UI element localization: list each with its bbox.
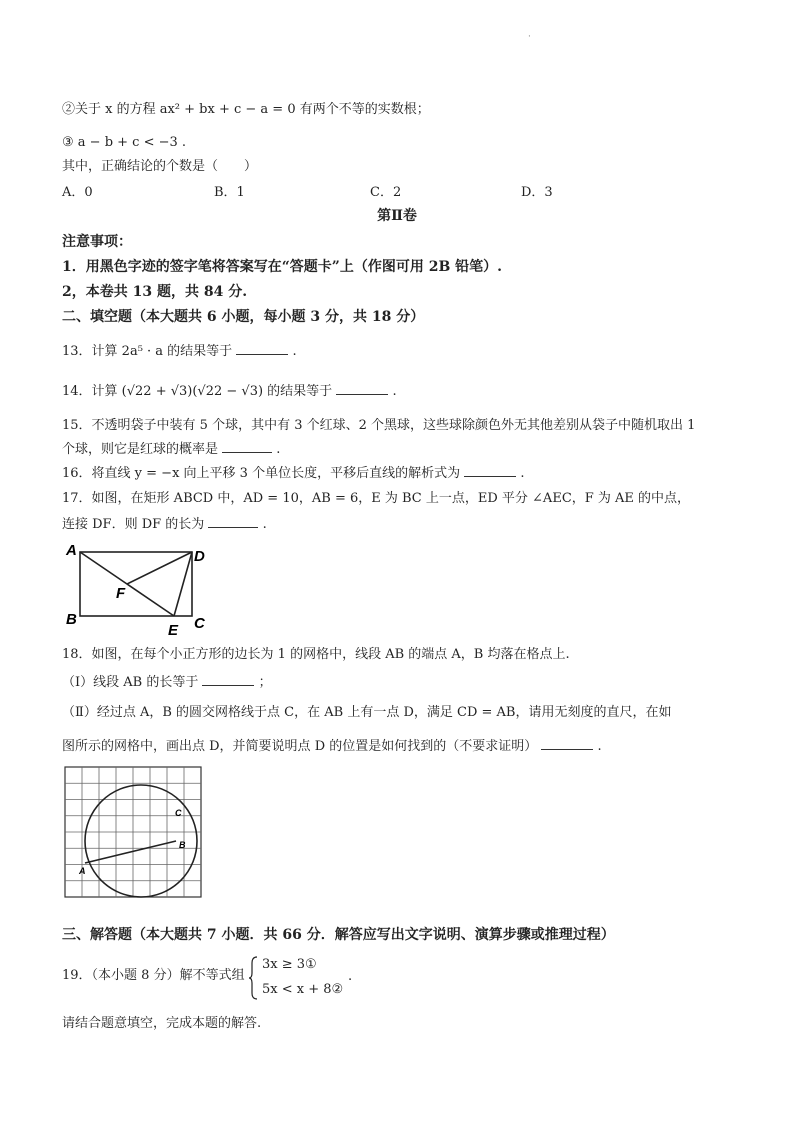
q18-part-2-text: （Ⅱ）经过点 A，B 的圆交网格线于点 C，在 AB 上有一点 D，满足 CD = AB，请用无刻度的直尺，在如 (62, 705, 672, 720)
q17-end: . (262, 517, 267, 532)
statement-3: ③ a − b + c < −3 . (62, 135, 187, 150)
q14 (62, 382, 397, 401)
label-a: A (79, 866, 86, 876)
q18-part-2-blank[interactable] (541, 737, 593, 750)
option-d: D．3 (521, 185, 553, 200)
q18-part-1-text: （Ⅰ）线段 AB 的长等于 (62, 675, 199, 690)
segment-df (127, 552, 192, 584)
q18-part-1-blank[interactable] (202, 673, 254, 686)
section-title: 第Ⅱ卷 (377, 208, 417, 224)
q17-line-2 (62, 515, 267, 534)
label-a: A (66, 542, 77, 559)
q16 (62, 464, 525, 483)
label-f: F (116, 585, 126, 602)
label-b: B (179, 840, 186, 850)
q16-answer-blank[interactable] (464, 464, 516, 477)
rectangle-abcd (80, 552, 192, 616)
q18-part-1 (62, 673, 272, 692)
q19-prefix: 19．（本小题 8 分）解不等式组 (62, 968, 245, 983)
q14-answer-blank[interactable] (336, 382, 388, 395)
q15-line-2 (62, 440, 280, 459)
statement-2: ②关于 x 的方程 ax² + bx + c − a = 0 有两个不等的实数根； (62, 102, 430, 117)
segment-ed (174, 552, 192, 616)
q18-part-2-line-2 (62, 737, 602, 756)
q18-part-1-end: ； (258, 675, 272, 690)
q19-instruction: 请结合题意填空，完成本题的解答. (62, 1016, 262, 1031)
label-e: E (168, 622, 179, 639)
q13 (62, 342, 297, 361)
q18-part-2-text-2: 图所示的网格中，画出点 D，并简要说明点 D 的位置是如何找到的（不要求证明） (62, 739, 538, 754)
note-1: 1．用黑色字迹的签字笔将答案写在“答题卡”上（作图可用 2B 铅笔）. (62, 259, 503, 275)
q18-line-1: 18．如图，在每个小正方形的边长为 1 的网格中，线段 AB 的端点 A，B 均落在格点上. (62, 647, 570, 662)
q15-line-1: 15．不透明袋子中装有 5 个球，其中有 3 个红球、2 个黑球，这些球除颜色外无其他差别从袋子中随机取出 1 (62, 418, 696, 433)
part-2-heading: 二、填空题（本大题共 6 小题，每小题 3 分，共 18 分） (62, 309, 425, 325)
option-b: B．1 (214, 185, 245, 200)
label-d: D (194, 548, 205, 565)
label-c: C (194, 615, 205, 632)
q15-end: . (276, 442, 281, 457)
q16-end: . (520, 466, 525, 481)
q17-answer-blank[interactable] (208, 515, 258, 528)
q19-end: . (348, 969, 353, 984)
part-3-heading: 三、解答题（本大题共 7 小题．共 66 分．解答应写出文字说明、演算步骤或推理过程） (62, 927, 615, 943)
label-b: B (66, 611, 77, 628)
q18-part-2-line-1 (62, 704, 671, 722)
notes-heading: 注意事项： (62, 234, 132, 250)
q13-answer-blank[interactable] (236, 342, 288, 355)
q16-text: 16．将直线 y = −x 向上平移 3 个单位长度，平移后直线的解析式为 (62, 466, 461, 481)
q13-end: . (292, 344, 297, 359)
grid-circle-figure (64, 766, 204, 900)
question-stem: 其中，正确结论的个数是（ ） (62, 159, 258, 174)
note-2: 2，本卷共 13 题，共 84 分. (62, 284, 248, 300)
q17-line-1: 17．如图，在矩形 ABCD 中，AD = 10，AB = 6，E 为 BC 上一点，ED 平分 ∠AEC，F 为 AE 的中点， (62, 491, 691, 506)
q14-end: . (392, 384, 397, 399)
q14-text: 14．计算 (√22 + √3)(√22 − √3) 的结果等于 (62, 384, 333, 399)
page-mark: · (528, 32, 531, 42)
q15-text: 个球，则它是红球的概率是 (62, 442, 219, 457)
label-c: C (175, 808, 182, 818)
q17-text: 连接 DF．则 DF 的长为 (62, 517, 205, 532)
q18-part-2-end: . (597, 739, 602, 754)
q15-answer-blank[interactable] (222, 440, 272, 453)
rectangle-figure (60, 542, 220, 642)
inequality-1: 3x ≥ 3① (262, 957, 317, 972)
option-a: A．0 (62, 185, 93, 200)
q13-text: 13．计算 2a⁵ · a 的结果等于 (62, 344, 233, 359)
system-brace (249, 955, 259, 1001)
inequality-2: 5x < x + 8② (262, 982, 344, 997)
option-c: C．2 (370, 185, 402, 200)
